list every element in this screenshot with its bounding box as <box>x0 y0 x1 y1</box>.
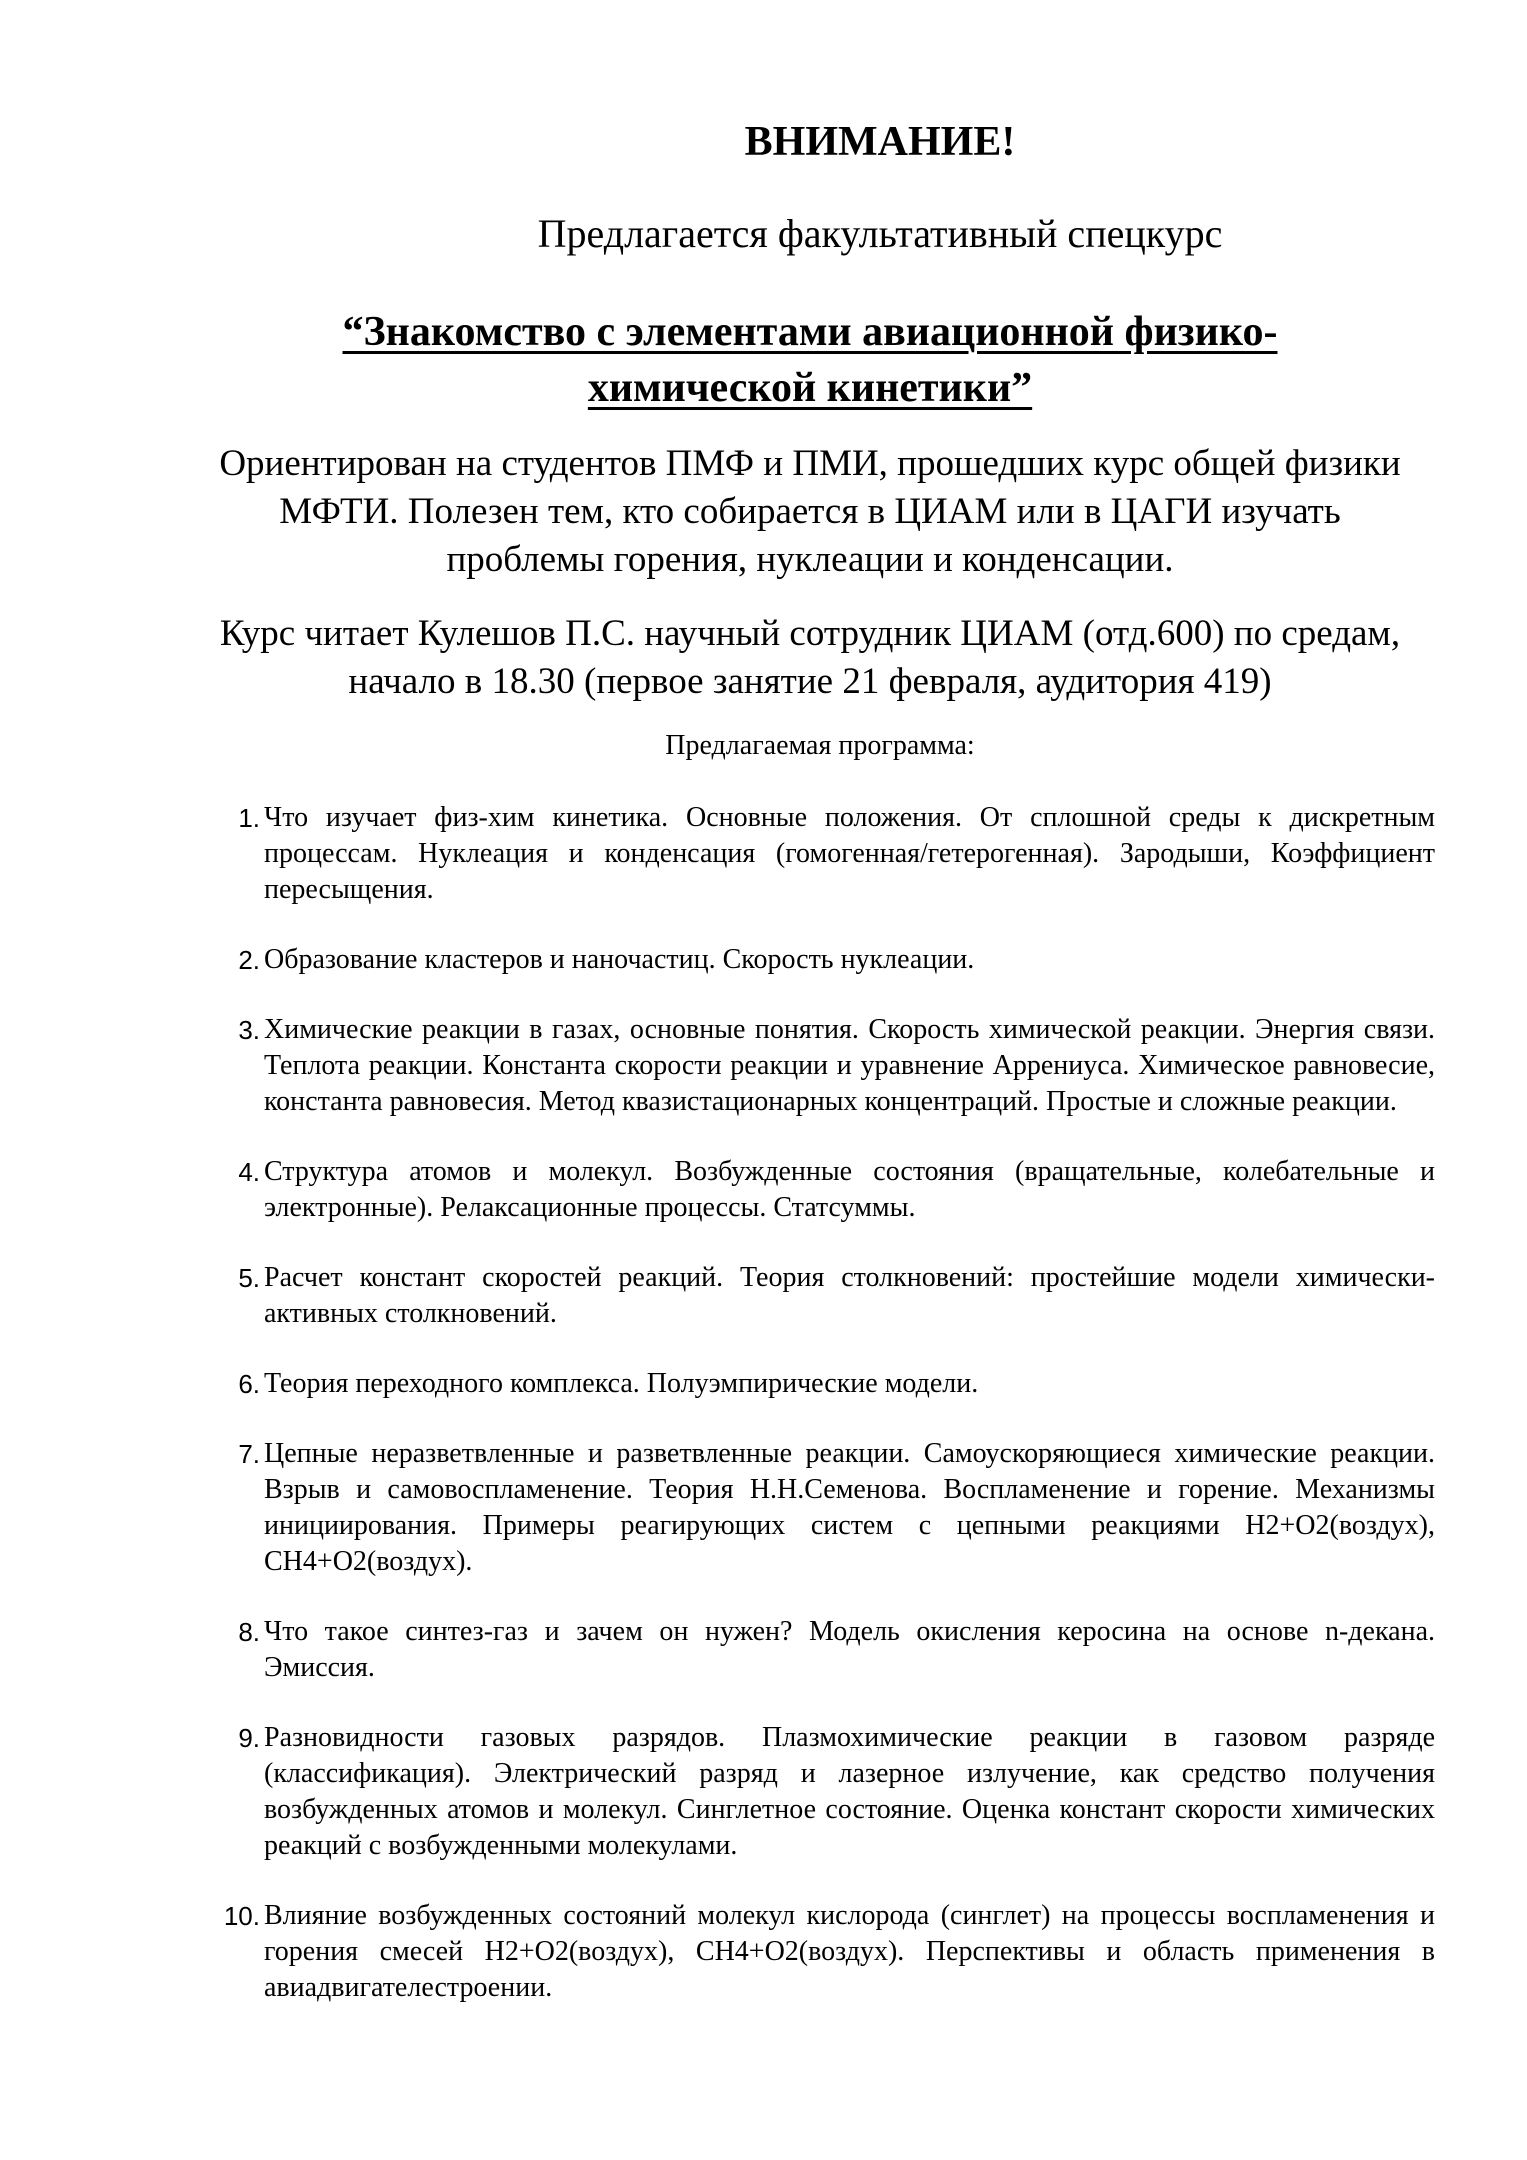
program-item-1 <box>210 800 1435 908</box>
program-item-text: Химические реакции в газах, основные понятия. Скорость химической реакции. Энергия связи. Теплота реакции. Константа скорости реакции и уравнение Аррениуса. Химическое равновесие, константа равновесия. Метод квазистационарных концентраций. Простые и сложные реакции. <box>264 1014 1435 1117</box>
intro-paragraph: Ориентирован на студентов ПМФ и ПМИ, прошедших курс общей физики МФТИ. Полезен тем, кто собирается в ЦИАМ или в ЦАГИ изучать проблемы горения, нуклеации и конденсации. <box>219 443 1401 580</box>
program-item-10 <box>210 1898 1435 2006</box>
program-label: Предлагаемая программа: <box>665 730 975 761</box>
program-item-text: Структура атомов и молекул. Возбужденные состояния (вращательные, колебательные и электронные). Релаксационные процессы. Статсуммы. <box>264 1156 1435 1223</box>
program-item-number: 8. <box>238 1617 260 1647</box>
program-item-5 <box>210 1260 1435 1332</box>
program-item-number: 4. <box>238 1157 260 1187</box>
program-list <box>210 800 1435 2006</box>
program-item-7 <box>210 1436 1435 1580</box>
program-item-number: 2. <box>238 945 260 975</box>
course-title: “Знакомство с элементами авиационной физико-химической кинетики” <box>342 309 1278 411</box>
program-item-8 <box>210 1614 1435 1686</box>
program-item-number: 7. <box>238 1439 260 1469</box>
page-subheading: Предлагается факультативный спецкурс <box>537 211 1223 256</box>
program-item-9 <box>210 1720 1435 1864</box>
program-item-number: 6. <box>238 1369 260 1399</box>
program-item-4 <box>210 1154 1435 1226</box>
program-item-3 <box>210 1012 1435 1120</box>
program-item-text: Влияние возбужденных состояний молекул кислорода (синглет) на процессы воспламенения и горения смесей H2+O2(воздух), CH4+O2(воздух). Перспективы и область применения в авиадвигателестроении. <box>264 1900 1435 2003</box>
lecturer-paragraph: Курс читает Кулешов П.С. научный сотрудник ЦИАМ (отд.600) по средам, начало в 18.30 (первое занятие 21 февраля, аудитория 419) <box>219 613 1401 702</box>
program-item-text: Расчет констант скоростей реакций. Теория столкновений: простейшие модели химически-активных столкновений. <box>264 1262 1435 1329</box>
program-item-number: 9. <box>238 1723 260 1753</box>
program-item-number: 5. <box>238 1263 260 1293</box>
program-item-number: 1. <box>238 803 260 833</box>
program-item-text: Теория переходного комплекса. Полуэмпирические модели. <box>264 1368 979 1399</box>
program-item-text: Что такое синтез-газ и зачем он нужен? Модель окисления керосина на основе n-декана. Эмиссия. <box>264 1616 1435 1683</box>
program-item-2 <box>210 942 1435 978</box>
program-item-number: 10. <box>223 1901 260 1931</box>
program-item-text: Образование кластеров и наночастиц. Скорость нуклеации. <box>264 944 975 975</box>
page-heading: ВНИМАНИЕ! <box>744 119 1016 165</box>
program-item-6 <box>210 1366 1435 1402</box>
program-item-text: Что изучает физ-хим кинетика. Основные положения. От сплошной среды к дискретным процессам. Нуклеация и конденсация (гомогенная/гетерогенная). Зародыши, Коэффициент пересыщения. <box>264 802 1435 905</box>
program-item-text: Разновидности газовых разрядов. Плазмохимические реакции в газовом разряде (классификация). Электрический разряд и лазерное излучение, как средство получения возбужденных атомов и молекул. Синглетное состояние. Оценка констант скорости химических реакций с возбужденными молекулами. <box>264 1722 1435 1861</box>
program-item-text: Цепные неразветвленные и разветвленные реакции. Самоускоряющиеся химические реакции. Взрыв и самовоспламенение. Теория Н.Н.Семенова. Воспламенение и горение. Механизмы инициирования. Примеры реагирующих систем с цепными реакциями H2+O2(воздух), CH4+O2(воздух). <box>264 1438 1435 1577</box>
program-item-number: 3. <box>238 1015 260 1045</box>
